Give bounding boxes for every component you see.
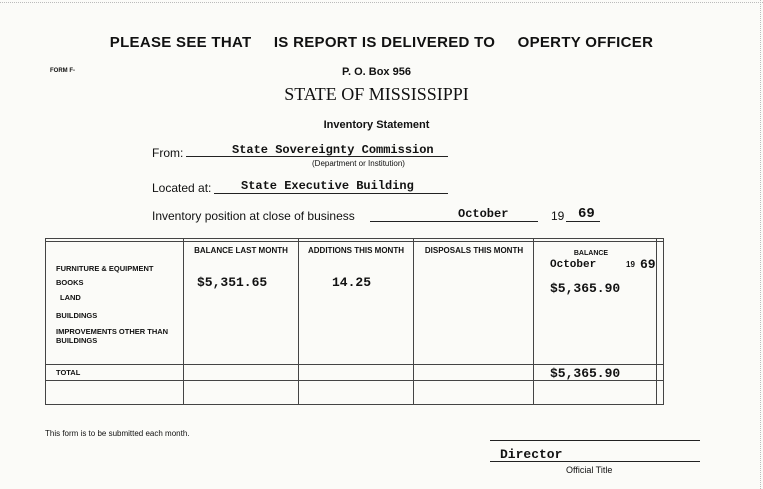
located-underline (214, 193, 448, 194)
delivery-warning: PLEASE SEE THAT IS REPORT IS DELIVERED TO OPERTY OFFICER (109, 34, 654, 51)
inventory-table (45, 238, 664, 405)
balance-year: 69 (640, 257, 656, 272)
books-balance: $5,365.90 (550, 281, 621, 296)
balance-year-prefix: 19 (626, 260, 635, 269)
col-disposals: DISPOSALS THIS MONTH (424, 246, 524, 255)
from-value: State Sovereignty Commission (232, 143, 434, 157)
row-buildings: BUILDINGS (56, 311, 98, 320)
submission-note: This form is to be submitted each month. (45, 429, 190, 438)
official-title-caption: Official Title (566, 465, 613, 475)
col-additions: ADDITIONS THIS MONTH (308, 246, 404, 255)
total-divider (46, 364, 663, 365)
position-year-prefix: 19 (551, 209, 565, 223)
official-title-value: Director (500, 447, 563, 462)
located-value: State Executive Building (241, 179, 414, 193)
position-year: 69 (578, 206, 595, 222)
books-additions: 14.25 (332, 275, 372, 290)
position-label: Inventory position at close of business (152, 209, 355, 223)
from-caption: (Department or Institution) (312, 159, 405, 168)
total-balance: $5,365.90 (550, 366, 621, 381)
books-balance-last: $5,351.65 (197, 275, 268, 290)
balance-month: October (550, 259, 597, 271)
row-furniture: FURNITURE & EQUIPMENT (56, 264, 154, 273)
form-title: Inventory Statement (323, 119, 430, 131)
position-month-underline (370, 221, 538, 222)
row-improvements: IMPROVEMENTS OTHER THAN BUILDINGS (56, 327, 169, 345)
row-land: LAND (60, 293, 81, 302)
located-label: Located at: (152, 181, 212, 195)
form-number: FORM F- (50, 68, 75, 74)
po-box: P. O. Box 956 (342, 66, 411, 78)
signature-line (490, 440, 700, 441)
table-double-rule (46, 241, 663, 242)
row-total: TOTAL (56, 368, 81, 377)
from-label: From: (152, 146, 184, 160)
page-right-border (760, 0, 761, 489)
row-books: BOOKS (56, 278, 84, 287)
col-balance: BALANCE (573, 250, 609, 257)
state-name: STATE OF MISSISSIPPI (284, 84, 469, 104)
page-top-border (0, 2, 763, 3)
col-balance-last: BALANCE LAST MONTH (194, 246, 288, 255)
position-month: October (458, 207, 509, 221)
